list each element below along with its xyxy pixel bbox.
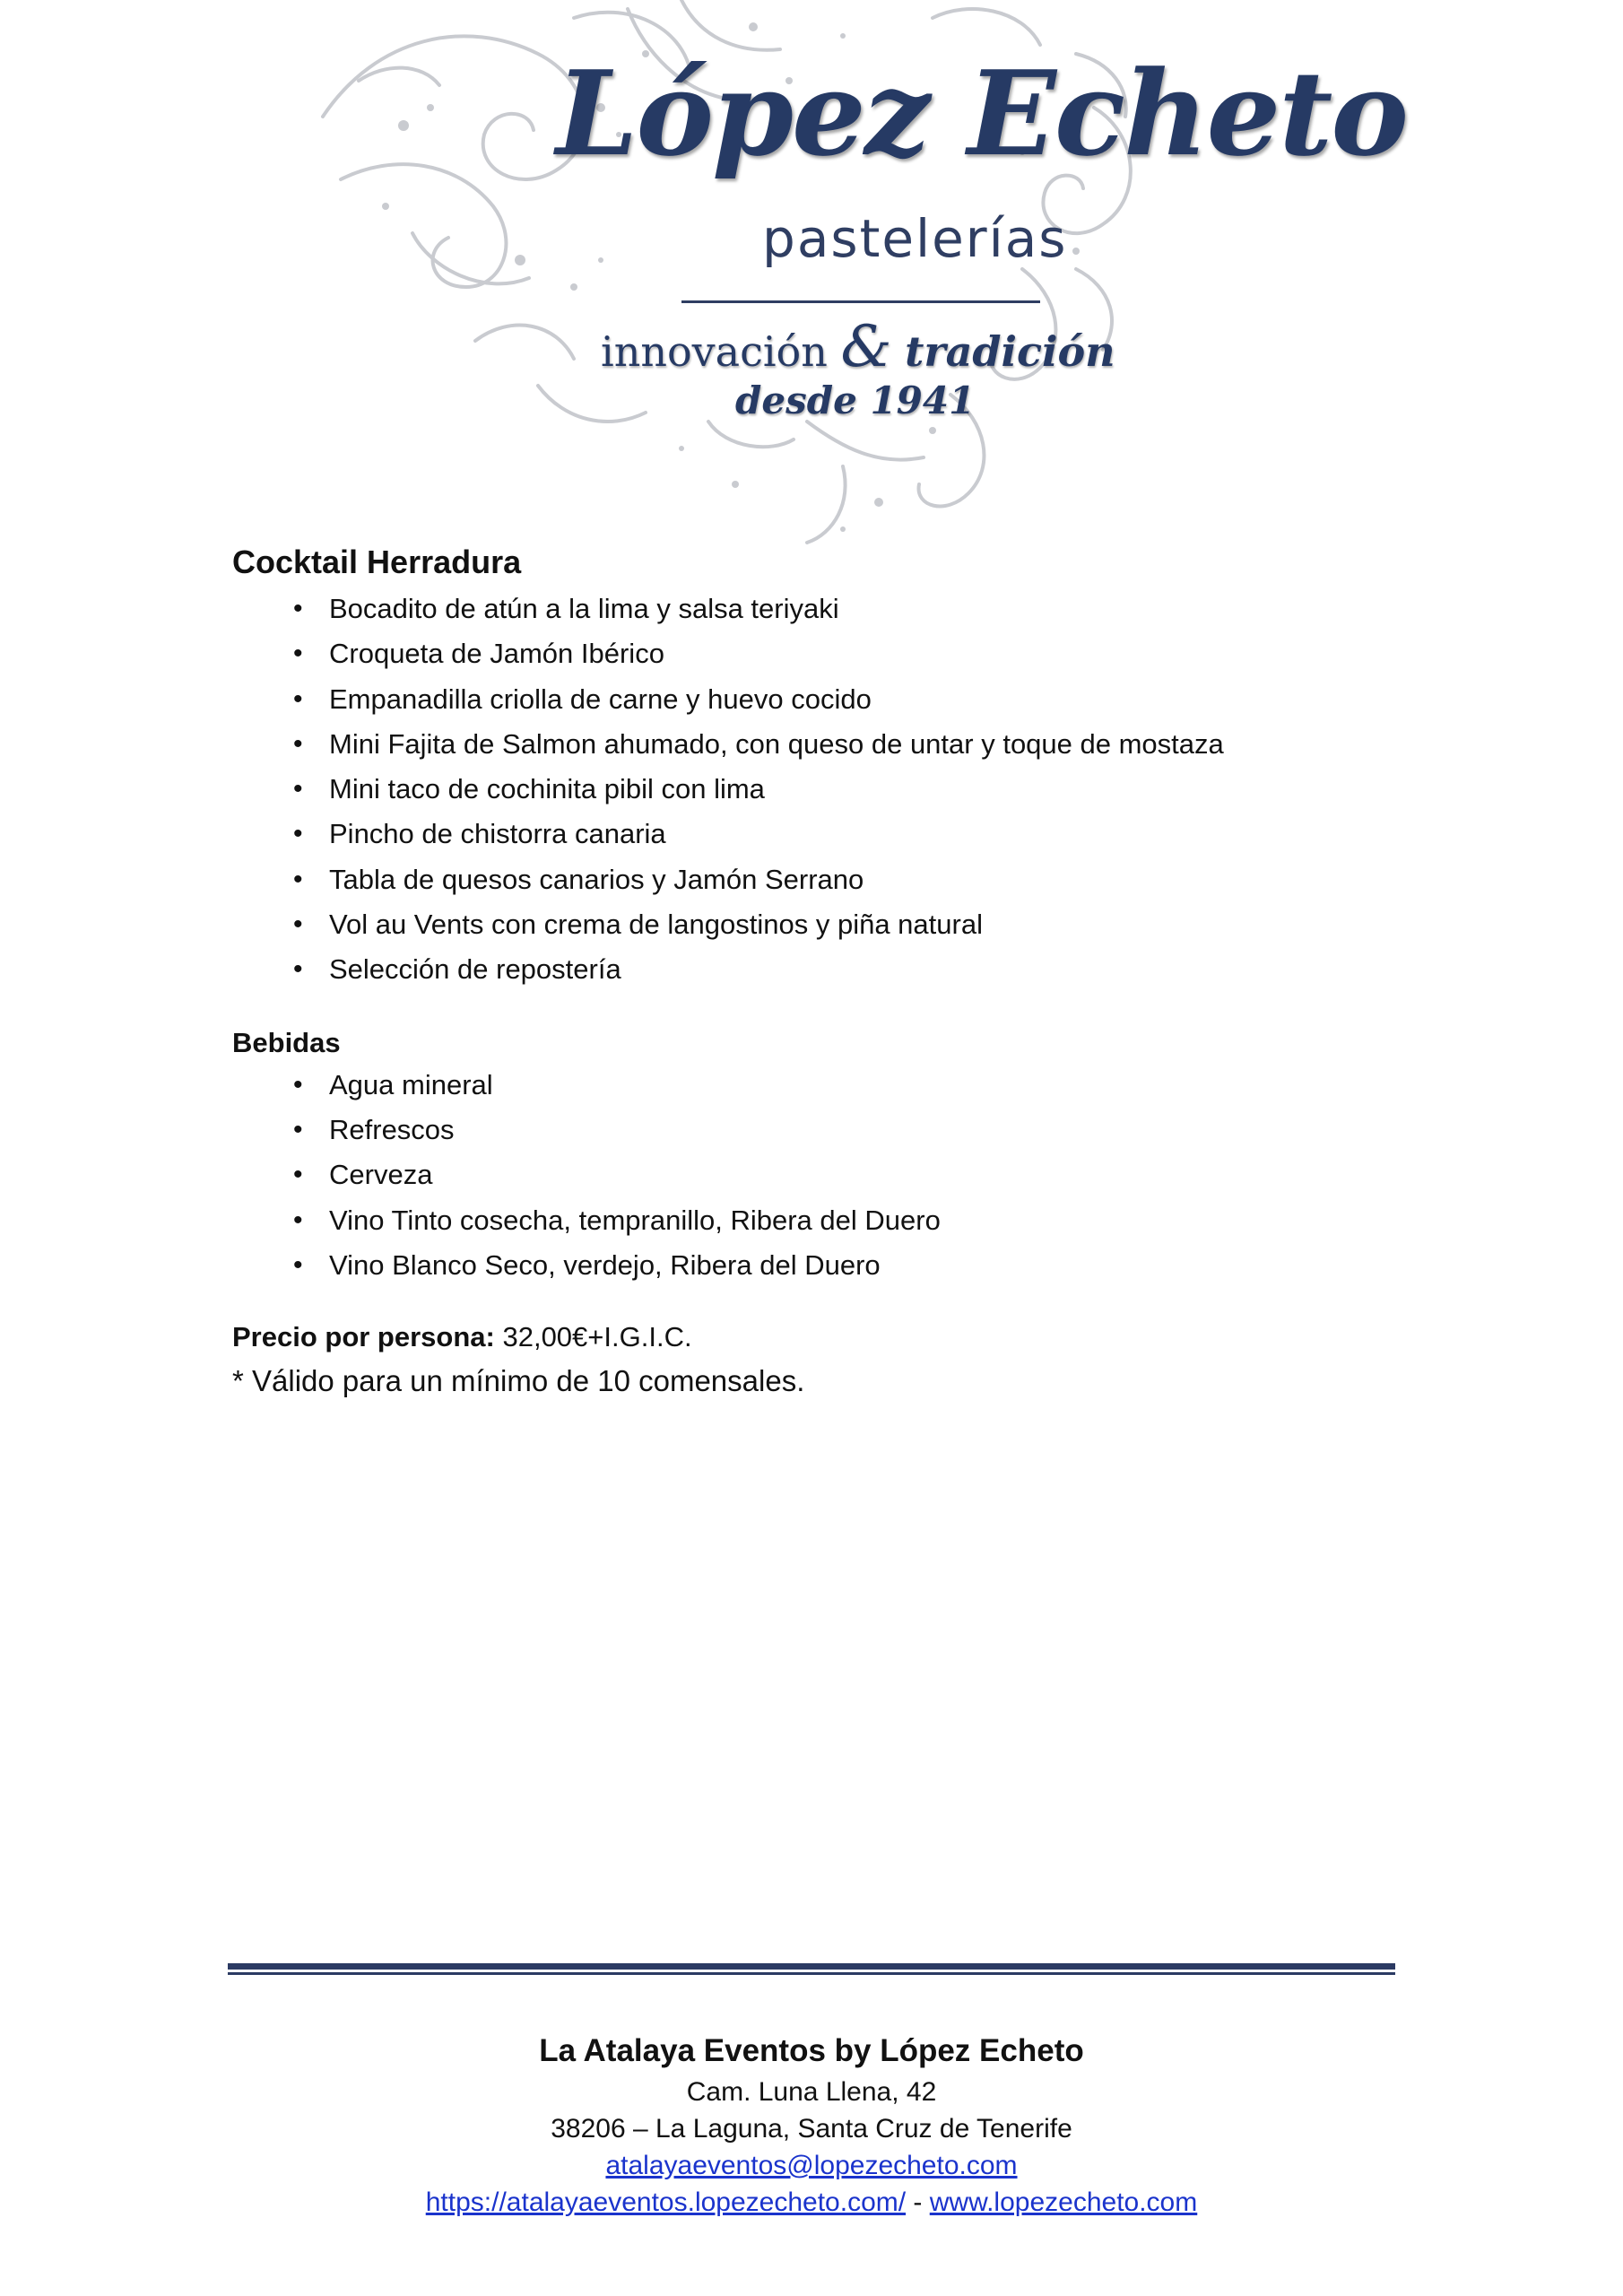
list-item-text: Vino Blanco Seco, verdejo, Ribera del Duero (329, 1248, 881, 1281)
list-item-text: Mini Fajita de Salmon ahumado, con queso de untar y toque de mostaza (329, 727, 1224, 760)
footer-email-link[interactable]: atalayaeventos@lopezecheto.com (605, 2151, 1018, 2180)
footer-divider-thin (228, 1972, 1395, 1975)
list-item-text: Pincho de chistorra canaria (329, 818, 666, 850)
list-item-text: Refrescos (329, 1113, 455, 1145)
bullet-icon: • (293, 954, 303, 985)
footer-address-line2: 38206 – La Laguna, Santa Cruz de Tenerife (551, 2114, 1072, 2144)
bullet-icon: • (293, 728, 303, 759)
list-item (232, 631, 1398, 676)
list-item (232, 857, 1398, 902)
logo-tag-right: tradición (905, 327, 1115, 376)
footer-email-row (0, 2147, 1623, 2184)
list-item (232, 902, 1398, 947)
footer (0, 2029, 1623, 2221)
bullet-icon: • (293, 639, 303, 669)
list-item-text: Empanadilla criolla de carne y huevo cocido (329, 683, 872, 715)
list-item (232, 767, 1398, 812)
bullet-icon: • (293, 819, 303, 849)
list-item-text: Croqueta de Jamón Ibérico (329, 638, 664, 670)
bullet-icon: • (293, 864, 303, 894)
logo-divider (681, 300, 1040, 303)
list-item (232, 1108, 1398, 1152)
list-item-text: Vol au Vents con crema de langostinos y piña natural (329, 909, 983, 941)
logo-subtitle: pastelerías (762, 208, 1068, 269)
list-item (232, 812, 1398, 857)
list-item (232, 947, 1398, 992)
footer-address-line1: Cam. Luna Llena, 42 (686, 2077, 937, 2107)
cocktail-list (232, 587, 1398, 993)
list-item-text: Selección de repostería (329, 953, 621, 986)
list-item-text: Agua mineral (329, 1068, 493, 1100)
drinks-title: Bebidas (232, 1026, 341, 1058)
list-item (232, 587, 1398, 631)
price-value: 32,00€+I.G.I.C. (494, 1321, 692, 1353)
bullet-icon: • (293, 1205, 303, 1235)
list-item (232, 1152, 1398, 1197)
brand-logo (305, 0, 1408, 547)
footer-company-name: La Atalaya Eventos by López Echeto (539, 2033, 1084, 2068)
menu-content (232, 538, 1398, 1405)
list-item (232, 1063, 1398, 1108)
bullet-icon: • (293, 1069, 303, 1100)
logo-text (305, 0, 1408, 547)
list-item (232, 722, 1398, 767)
footer-divider-thick (228, 1963, 1395, 1970)
bullet-icon: • (293, 1114, 303, 1144)
drinks-list (232, 1063, 1398, 1288)
bullet-icon: • (293, 594, 303, 623)
logo-tag-left: innovación (601, 327, 828, 376)
footer-websites-row (0, 2184, 1623, 2221)
footer-website-link-events[interactable]: https://atalayaeventos.lopezecheto.com/ (425, 2187, 907, 2217)
list-item-text: Bocadito de atún a la lima y salsa teriyaki (329, 593, 839, 624)
footer-website-separator: - (906, 2187, 930, 2217)
footer-divider (228, 1963, 1395, 1975)
logo-year: desde 1941 (735, 378, 976, 422)
price-label: Precio por persona: (232, 1321, 495, 1353)
logo-tag-amp: & (840, 314, 892, 380)
bullet-icon: • (293, 909, 303, 940)
list-item-text: Tabla de quesos canarios y Jamón Serrano (329, 863, 864, 895)
list-item (232, 1243, 1398, 1288)
list-item-text: Vino Tinto cosecha, tempranillo, Ribera del Duero (329, 1204, 941, 1236)
footer-website-link-main[interactable]: www.lopezecheto.com (929, 2187, 1198, 2217)
list-item-text: Cerveza (329, 1159, 433, 1191)
logo-brand-name: López Echeto (556, 45, 1408, 182)
logo-tagline (601, 314, 1115, 380)
bullet-icon: • (293, 683, 303, 714)
price-line (232, 1317, 1398, 1358)
list-item (232, 677, 1398, 722)
bullet-icon: • (293, 1249, 303, 1280)
list-item (232, 1198, 1398, 1243)
bullet-icon: • (293, 774, 303, 804)
list-item-text: Mini taco de cochinita pibil con lima (329, 773, 765, 805)
minimum-guests-note: * Válido para un mínimo de 10 comensales. (232, 1364, 805, 1398)
bullet-icon: • (293, 1160, 303, 1190)
cocktail-title: Cocktail Herradura (232, 544, 522, 580)
